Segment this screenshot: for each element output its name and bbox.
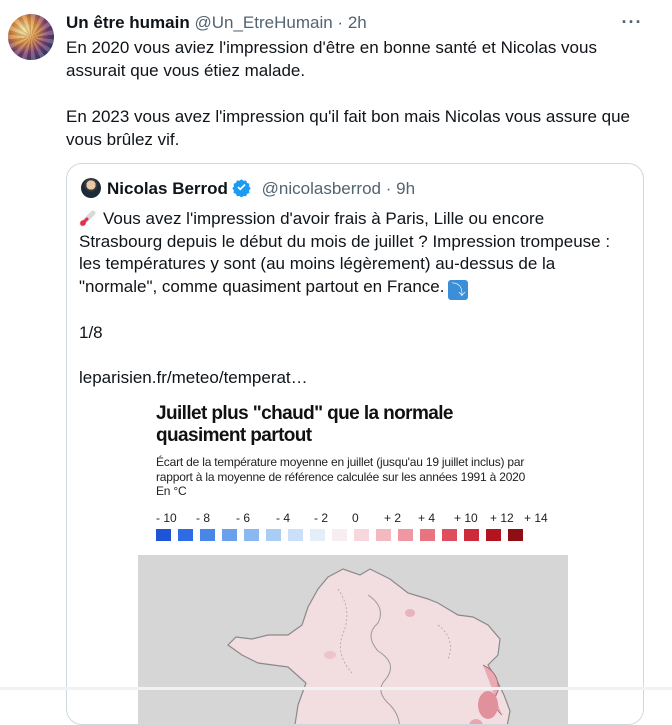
tweet-time[interactable]: 2h xyxy=(347,13,367,32)
color-scale-swatch xyxy=(200,529,215,541)
author-name[interactable]: Un être humain xyxy=(66,13,190,32)
quoted-main-text: Vous avez l'impression d'avoir frais à Paris, Lille ou encore Strasbourg depuis le début du mois de juillet ? Impression trompeuse : les températures y sont (au moins légèrement) au-dessus de la "normale", comme quasiment partout en France. xyxy=(79,209,611,296)
separator-dot: · xyxy=(337,13,344,32)
tweet-paragraph-2: En 2023 vous avez l'impression qu'il fait bon mais Nicolas vous assure que vous brûlez vif. xyxy=(66,107,631,149)
quoted-tweet[interactable] xyxy=(66,163,644,725)
color-scale-swatch xyxy=(442,529,457,541)
infographic-description: Écart de la température moyenne en juillet (jusqu'au 19 juillet inclus) par rapport à la moyenne de référence calculée sur les années 1991 à 2020 xyxy=(156,455,526,484)
color-scale-swatch xyxy=(420,529,435,541)
thermometer-icon xyxy=(79,209,97,227)
color-scale-swatch xyxy=(244,529,259,541)
legend-tick-label: - 6 xyxy=(236,511,251,525)
france-temperature-map xyxy=(138,555,568,725)
color-scale-swatch xyxy=(222,529,237,541)
color-scale-swatch xyxy=(178,529,193,541)
more-dots-icon[interactable]: ··· xyxy=(621,12,643,32)
legend-tick-label: 0 xyxy=(352,511,359,525)
color-scale-swatch xyxy=(508,529,523,541)
legend-tick-label: + 12 xyxy=(490,511,514,525)
verified-badge-icon xyxy=(232,178,251,197)
author-handle[interactable]: @Un_EtreHumain xyxy=(194,13,333,32)
color-scale-swatch xyxy=(354,529,369,541)
color-scale-swatch xyxy=(310,529,325,541)
infographic-subtitle xyxy=(156,455,556,499)
tweet-text xyxy=(66,36,656,151)
color-scale-swatch xyxy=(332,529,347,541)
color-scale-swatch xyxy=(464,529,479,541)
quoted-header xyxy=(107,178,415,199)
color-scale-swatch xyxy=(376,529,391,541)
temperature-infographic[interactable] xyxy=(138,403,568,725)
tweet-paragraph-1: En 2020 vous aviez l'impression d'être en bonne santé et Nicolas vous assurait que vous étiez malade. xyxy=(66,38,597,80)
infographic-title-line-2: quasiment partout xyxy=(156,425,312,446)
infographic-title-line-1: Juillet plus "chaud" que la normale xyxy=(156,403,453,424)
legend-tick-label: + 14 xyxy=(524,511,548,525)
legend-tick-label: + 10 xyxy=(454,511,478,525)
legend-tick-label: - 2 xyxy=(314,511,329,525)
quoted-author-handle[interactable]: @nicolasberrod xyxy=(261,179,381,198)
separator-dot: · xyxy=(385,179,392,198)
color-scale-swatch xyxy=(288,529,303,541)
quoted-main-paragraph xyxy=(79,208,629,300)
color-scale-swatch xyxy=(156,529,171,541)
legend-tick-label: + 4 xyxy=(418,511,436,525)
legend-tick-label: + 2 xyxy=(384,511,402,525)
quoted-text xyxy=(79,208,629,390)
color-scale-swatch xyxy=(486,529,501,541)
quoted-time[interactable]: 9h xyxy=(396,179,416,198)
quoted-author-name[interactable]: Nicolas Berrod xyxy=(107,179,228,198)
thread-count: 1/8 xyxy=(79,323,103,342)
legend-tick-label: - 4 xyxy=(276,511,291,525)
legend-tick-label: - 10 xyxy=(156,511,177,525)
infographic-title xyxy=(156,403,453,447)
quoted-link[interactable]: leparisien.fr/meteo/temperat… xyxy=(79,368,308,387)
legend-tick-label: - 8 xyxy=(196,511,211,525)
quoted-author-avatar[interactable] xyxy=(81,178,101,198)
infographic-unit: En °C xyxy=(156,484,187,498)
tweet-header xyxy=(66,13,367,33)
arrow-down-icon: ⤵ xyxy=(448,280,468,300)
color-scale-swatch xyxy=(266,529,281,541)
color-scale-swatch xyxy=(398,529,413,541)
author-avatar[interactable] xyxy=(8,14,54,60)
